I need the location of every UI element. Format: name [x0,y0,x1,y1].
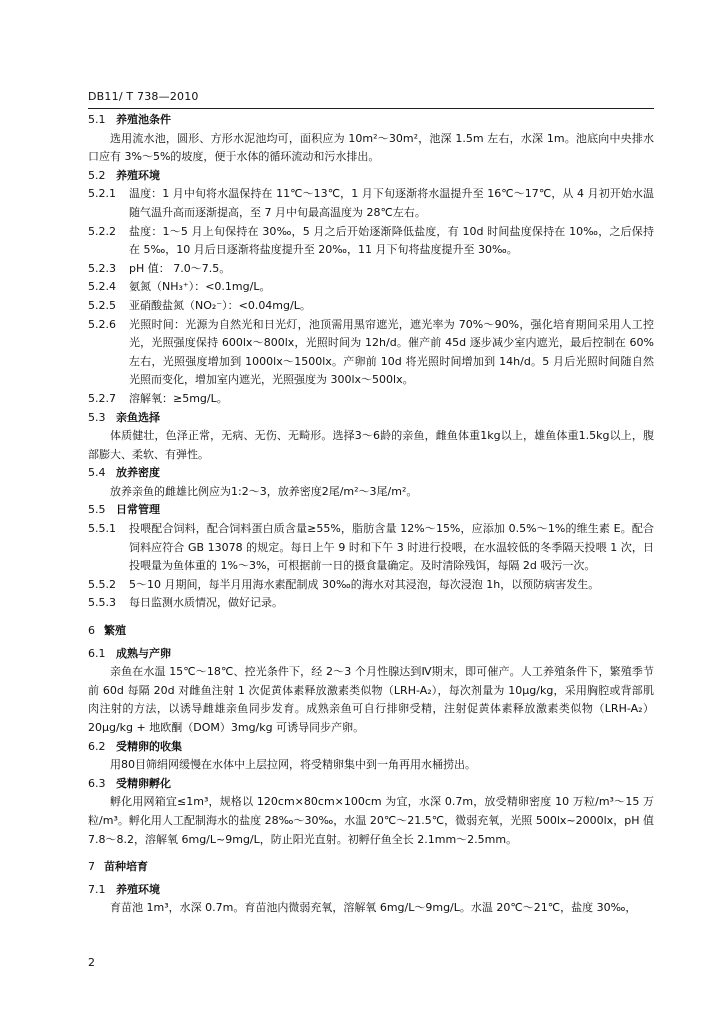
heading-number: 6.3 [88,776,106,790]
heading-title: 亲鱼选择 [116,410,160,424]
heading-title: 受精卵孵化 [116,776,171,790]
clause-number: 5.2.6 [88,317,116,331]
body-paragraph: 育苗池 1m³，水深 0.7m。育苗池内微弱充氧，溶解氧 6mg/L～9mg/L。水温 20℃～21℃，盐度 30‰， [110,901,637,915]
page-body [88,111,654,918]
heading-number: 5.3 [88,410,106,424]
body-paragraph: 用80目筛绢网缓慢在水体中上层拉网，将受精卵集中到一角再用水桶捞出。 [110,758,476,772]
section-heading [88,775,654,794]
section-heading [88,167,654,186]
body-paragraph: 亲鱼在水温 15℃～18℃、控光条件下，经 2～3 个月性腺达到Ⅳ期末，即可催产。人工养殖条件下，繁殖季节前 60d 每隔 20d 对雌鱼注射 1 次促黄体素释放激素类似物（LRH-A₂），每次剂量为 10μg/kg，采用胸腔或背部肌肉注射的方法，以诱导雌雄亲鱼同步发育。成熟亲鱼可自行排卵受精，注射促黄体素释放激素类似物（LRH-A₂）20μg/kg + 地欧酮（DOM）3mg/kg 可诱导同步产卵。 [88,665,654,734]
standard-code: DB11/ T 738—2010 [88,90,199,103]
chapter-heading [88,858,654,877]
clause-text: 溶解氧：≥5mg/L。 [129,391,228,405]
heading-title: 养殖环境 [116,168,160,182]
clause-number: 5.2.1 [88,187,116,201]
clause-number: 5.2.4 [88,280,116,294]
section-heading [88,501,654,520]
heading-title: 养殖环境 [116,882,160,896]
clause-text: 温度：1 月中旬将水温保持在 11℃～13℃，1 月下旬逐渐将水温提升至 16℃～17℃，从 4 月初开始水温随气温升高而逐渐提高，至 7 月中旬最高温度为 28℃左右。 [129,187,654,219]
section-heading [88,111,654,130]
section-heading [88,464,654,483]
heading-number: 5.1 [88,113,106,126]
clause-number: 5.5.1 [88,522,116,536]
heading-title: 日常管理 [116,503,160,517]
clause-item [88,297,654,316]
page-number: 2 [88,956,95,969]
heading-title: 成熟与产卵 [116,646,171,660]
heading-title: 繁殖 [104,624,126,638]
body-paragraph: 孵化用网箱宜≤1m³，规格以 120cm×80cm×100cm 为宜，水深 0.7m，放受精卵密度 10 万粒/m³～15 万粒/m³。孵化用人工配制海水的盐度 28‰～30‰，水温 20℃～21.5℃，微弱充氧，光照 500lx~2000lx，pH 值 7.8～8.2，溶解氧 6mg/L~9mg/L，防止阳光直射。初孵仔鱼全长 2.1mm～2.5mm。 [88,795,654,846]
section-heading [88,881,654,900]
chapter-heading [88,622,654,641]
heading-title: 受精卵的收集 [116,739,182,753]
clause-number: 5.2.2 [88,224,116,238]
clause-number: 5.2.5 [88,298,116,312]
clause-item [88,185,654,222]
clause-item [88,260,654,279]
heading-title: 养殖池条件 [116,113,171,126]
clause-text: 氨氮（NH₃⁺）：<0.1mg/L。 [129,280,271,294]
body-paragraph: 体质健壮，色泽正常，无病、无伤、无畸形。选择3～6龄的亲鱼，雌鱼体重1kg以上，雄鱼体重1.5kg以上，腹部膨大、柔软、有弹性。 [88,429,654,461]
clause-item [88,576,654,595]
section-heading [88,409,654,428]
heading-number: 5.4 [88,466,106,480]
clause-text: 光照时间：光源为自然光和日光灯，池顶需用黑帘遮光，遮光率为 70%～90%，强化培育期间采用人工控光，光照强度保持 600lx～800lx，光照时间为 12h/d。催产前 45d 逐步减少室内遮光，最后控制在 60%左右，光照强度增加到 1000lx～1500lx。产卵前 10d 将光照时间增加到 14h/d。5 月后光照时间随自然光照而变化，增加室内遮光，光照强度为 300lx～500lx。 [129,317,654,387]
clause-item [88,520,654,576]
heading-number: 6 [88,624,95,638]
heading-title: 苗种培育 [104,860,148,874]
header-rule [88,108,654,109]
heading-number: 7 [88,860,95,874]
clause-item [88,316,654,390]
clause-text: 盐度：1～5 月上旬保持在 30‰，5 月之后开始逐渐降低盐度，有 10d 时间盐度保持在 10‰，之后保持在 5‰，10 月后日逐渐将盐度提升至 20‰，11 月下旬将盐度提升至 30‰。 [129,224,654,257]
clause-item [88,278,654,297]
body-paragraph: 选用流水池，圆形、方形水泥池均可，面积应为 10m²～30m²，池深 1.5m 左右，水深 1m。池底向中央排水口应有 3%～5%的坡度，便于水体的循环流动和污水排出。 [88,131,654,164]
clause-text: 5～10 月期间，每半月用海水素配制成 30‰的海水对其浸泡，每次浸泡 1h，以预防病害发生。 [129,577,600,591]
section-heading [88,738,654,757]
heading-number: 6.1 [88,646,106,660]
clause-number: 5.5.2 [88,577,116,591]
clause-number: 5.5.3 [88,596,116,610]
clause-number: 5.2.3 [88,261,116,275]
clause-item [88,223,654,260]
body-paragraph: 放养亲鱼的雌雄比例应为1:2～3，放养密度2尾/m²～3尾/m²。 [110,484,418,498]
heading-number: 7.1 [88,882,106,896]
clause-text: 投喂配合饲料，配合饲料蛋白质含量≥55%，脂肪含量 12%～15%，应添加 0.5%～1%的维生素 E。配合饲料应符合 GB 13078 的规定。每日上午 9 时和下午 3 时进行投喂，在水温较低的冬季隔天投喂 1 次，日投喂量为鱼体重的 1%～3%，可根据前一日的摄食量确定。及时清除残饵，每隔 2d 吸污一次。 [129,522,654,573]
heading-title: 放养密度 [116,466,160,480]
heading-number: 5.5 [88,503,106,517]
clause-item [88,594,654,613]
clause-number: 5.2.7 [88,391,116,405]
clause-text: 亚硝酸盐氮（NO₂⁻）：<0.04mg/L。 [129,298,311,312]
heading-number: 6.2 [88,739,106,753]
clause-text: 每日监测水质情况，做好记录。 [129,596,283,610]
clause-item [88,390,654,409]
heading-number: 5.2 [88,168,106,182]
section-heading [88,645,654,664]
clause-text: pH 值： 7.0～7.5。 [129,261,231,275]
